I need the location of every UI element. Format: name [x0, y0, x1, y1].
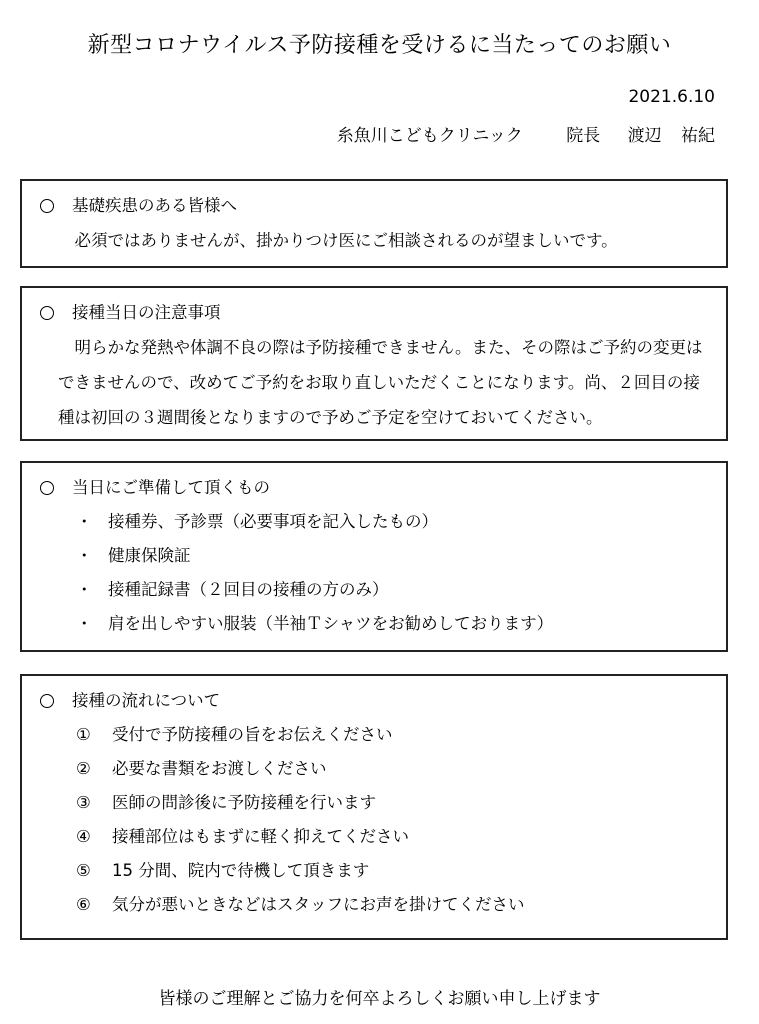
step-text: 受付で予防接種の旨をお伝えください [112, 725, 393, 744]
circle-bullet-icon [40, 481, 54, 495]
list-item [40, 607, 712, 641]
section-body: 明らかな発熱や体調不良の際は予防接種できません。また、その際はご予約の変更はできませんので、改めてご予約をお取り直しいただくことになります。尚、２回目の接種は初回の３週間後となりますので予めご予定を空けておいてください。 [58, 338, 703, 427]
step-item [40, 854, 712, 888]
closing-message: 皆様のご理解とご協力を何卒よろしくお願い申し上げます [158, 989, 601, 1009]
step-number: ③ [76, 793, 91, 812]
section-heading-text: 当日にご準備して頂くもの [72, 478, 270, 497]
step-item [40, 718, 712, 752]
section-items-to-bring [20, 461, 728, 652]
section-body: 必須ではありませんが、掛かりつけ医にご相談されるのが望ましいです。 [74, 231, 618, 250]
section-heading-text: 基礎疾患のある皆様へ [72, 196, 237, 215]
list-item-text: 接種券、予診票（必要事項を記入したもの） [108, 512, 438, 531]
list-item [40, 539, 712, 573]
list-item-text: 肩を出しやすい服装（半袖Ｔシャツをお勧めしております） [108, 614, 554, 633]
step-text: 接種部位はもまずに軽く抑えてください [112, 827, 409, 846]
section-heading [40, 296, 712, 330]
step-item [40, 888, 712, 922]
clinic-name: 糸魚川こどもクリニック [336, 126, 523, 146]
section-underlying-conditions [20, 179, 728, 268]
author-surname: 渡辺 [627, 126, 662, 146]
circle-bullet-icon [40, 306, 54, 320]
list-item-text: 接種記録書（２回目の接種の方のみ） [108, 580, 389, 599]
section-heading [40, 684, 712, 718]
step-text: 医師の問診後に予防接種を行います [112, 793, 376, 812]
list-item [40, 573, 712, 607]
section-heading [40, 189, 712, 223]
step-item [40, 820, 712, 854]
page-title: 新型コロナウイルス予防接種を受けるに当たってのお願い [87, 33, 672, 58]
section-vaccination-flow [20, 674, 728, 940]
section-vaccination-day-notes [20, 286, 728, 441]
author-line [337, 121, 715, 146]
step-text: 必要な書類をお渡しください [112, 759, 327, 778]
bullet-dot-icon: ・ [76, 580, 93, 599]
step-number: ① [76, 725, 91, 744]
step-number: ④ [76, 827, 91, 846]
step-text: 気分が悪いときなどはスタッフにお声を掛けてください [112, 895, 525, 914]
list-item-text: 健康保険証 [108, 546, 191, 565]
circle-bullet-icon [40, 199, 54, 213]
bullet-dot-icon: ・ [76, 546, 93, 565]
circle-bullet-icon [40, 694, 54, 708]
author-given-name: 祐紀 [681, 126, 715, 146]
author-role: 院長 [566, 126, 601, 146]
section-heading-text: 接種当日の注意事項 [72, 303, 221, 322]
step-item [40, 752, 712, 786]
list-item [40, 505, 712, 539]
step-text: 15 分間、院内で待機して頂きます [112, 861, 370, 880]
step-number: ⑥ [76, 895, 91, 914]
section-heading [40, 471, 712, 505]
bullet-dot-icon: ・ [76, 512, 93, 531]
step-item [40, 786, 712, 820]
document-date: 2021.6.10 [628, 87, 715, 107]
step-number: ⑤ [76, 861, 91, 880]
section-heading-text: 接種の流れについて [72, 691, 221, 710]
bullet-dot-icon: ・ [76, 614, 93, 633]
step-number: ② [76, 759, 91, 778]
